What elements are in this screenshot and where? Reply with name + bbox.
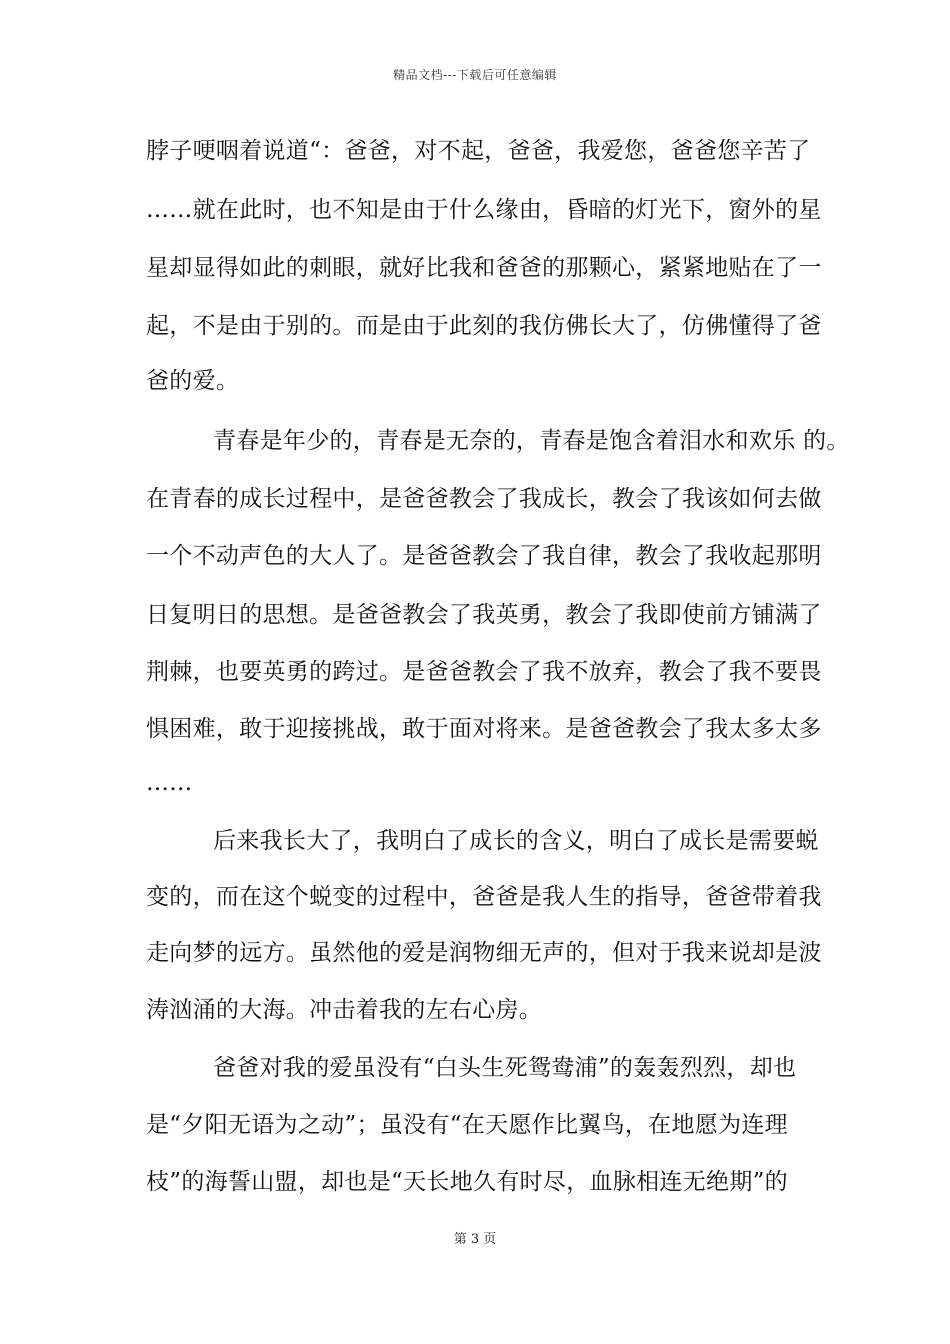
text-line: 荆棘，也要英勇的跨过。是爸爸教会了我不放弃，教会了我不要畏	[146, 659, 822, 685]
text-line: ……	[146, 770, 193, 796]
text-line: 是“夕阳无语为之动”；虽没有“在天愿作比翼鸟，在地愿为连理	[146, 1112, 788, 1138]
text-line: 日复明日的思想。是爸爸教会了我英勇，教会了我即使前方铺满了	[146, 602, 822, 628]
text-line: 一个不动声色的大人了。是爸爸教会了我自律，教会了我收起那明	[146, 543, 822, 569]
text-line: ……就在此时，也不知是由于什么缘由，昏暗的灯光下，窗外的星	[146, 197, 822, 223]
text-line: 涛汹涌的大海。冲击着我的左右心房。	[146, 997, 543, 1023]
text-line: 星却显得如此的刺眼，就好比我和爸爸的那颗心，紧紧地贴在了一	[146, 255, 822, 281]
paragraph-start-line: 青春是年少的，青春是无奈的，青春是饱含着泪水和欢乐 的。	[213, 428, 850, 454]
text-line: 惧困难，敢于迎接挑战，敢于面对将来。是爸爸教会了我太多太多	[146, 716, 822, 742]
text-line: 走向梦的远方。虽然他的爱是润物细无声的，但对于我来说却是波	[146, 940, 822, 966]
paragraph-start-line: 爸爸对我的爱虽没有“白头生死鸳鸯浦”的轰轰烈烈，却也	[213, 1055, 797, 1081]
text-line: 爸的爱。	[146, 368, 240, 394]
text-line: 起，不是由于别的。而是由于此刻的我仿佛长大了，仿佛懂得了爸	[146, 313, 822, 339]
text-line: 变的，而在这个蜕变的过程中，爸爸是我人生的指导，爸爸带着我	[146, 884, 822, 910]
text-line: 枝”的海誓山盟，却也是“天长地久有时尽，血脉相连无绝期”的	[146, 1169, 788, 1195]
page-number: 第 3 页	[453, 1232, 497, 1247]
page-header: 精品文档---下载后可任意编辑	[393, 68, 557, 82]
text-line: 在青春的成长过程中，是爸爸教会了我成长，教会了我该如何去做	[146, 486, 822, 512]
text-line: 脖子哽咽着说道“：爸爸，对不起，爸爸，我爱您，爸爸您辛苦了	[146, 138, 811, 164]
paragraph-start-line: 后来我长大了，我明白了成长的含义，明白了成长是需要蜕	[213, 828, 819, 854]
